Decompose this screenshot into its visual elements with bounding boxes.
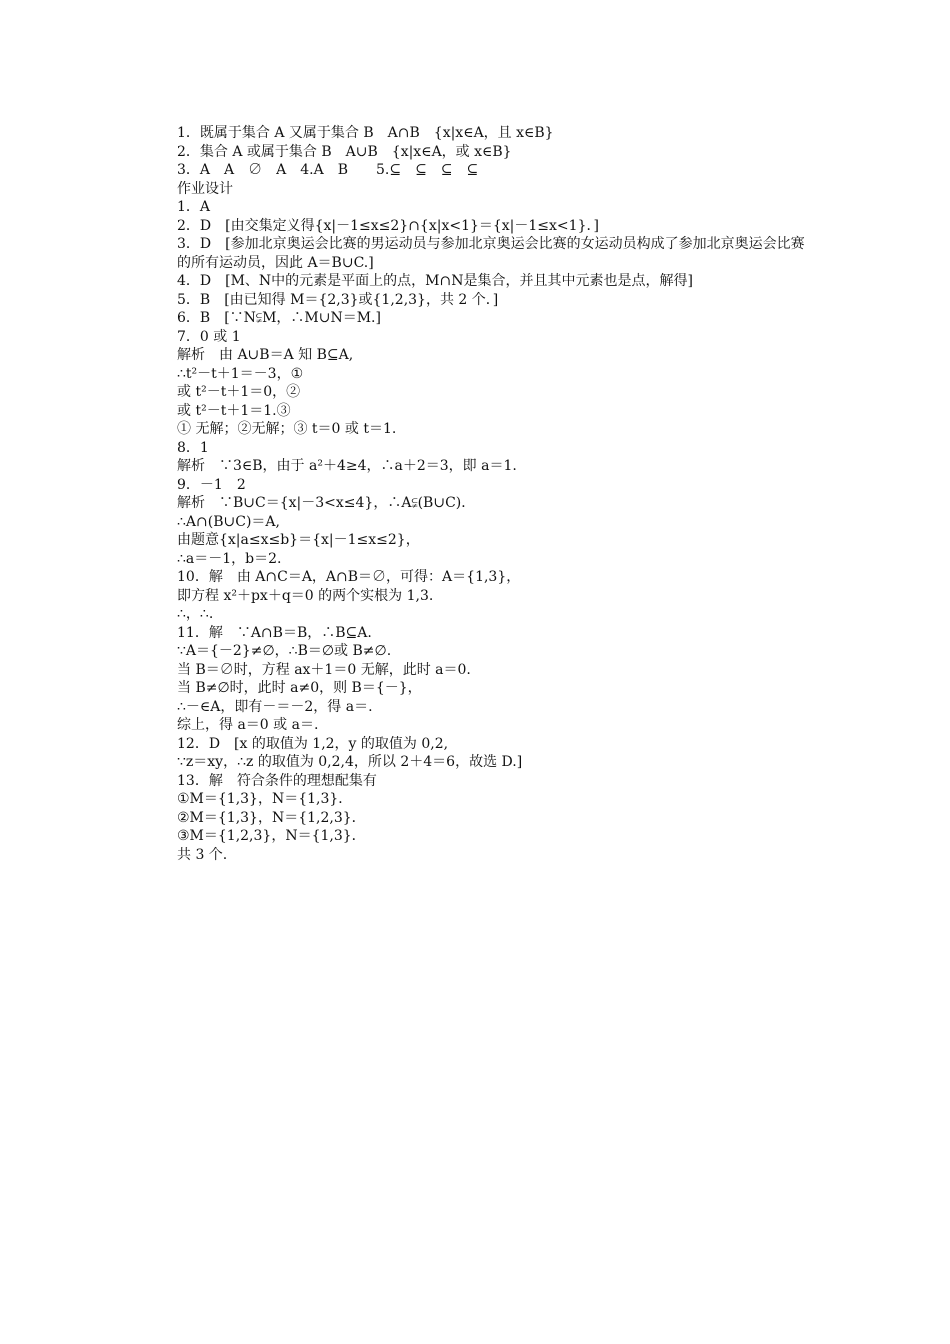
answer-line-20: ∴A∩(B∪C)＝A, xyxy=(177,513,280,530)
answer-line-11: 解析 由 A∪B＝A 知 B⊆A, xyxy=(177,347,354,363)
answer-line-24: 即方程 x²＋px＋q＝0 的两个实根为 1,3. xyxy=(177,587,434,604)
answer-line-16: 8．1 xyxy=(177,439,209,456)
answer-line-38: 共 3 个. xyxy=(177,846,228,863)
answer-line-31: 综上，得 a＝0 或 a＝. xyxy=(177,717,319,733)
answer-line-18: 9．－1 2 xyxy=(177,476,246,493)
answer-line-7: 4．D [M、N中的元素是平面上的点，M∩N是集合，并且其中元素也是点，解得] xyxy=(177,273,693,289)
answer-line-29: 当 B≠∅时，此时 a≠0，则 B＝{－}， xyxy=(177,680,422,696)
answer-line-14: 或 t²－t＋1＝1.③ xyxy=(177,402,291,419)
answer-line-26: 11．解 ∵A∩B＝B，∴B⊆A. xyxy=(177,624,372,641)
section-heading: 作业设计 xyxy=(177,180,233,197)
answer-line-2: 2．集合 A 或属于集合 B A∪B {x|x∈A，或 x∈B} xyxy=(177,143,512,160)
answer-line-34: 13．解 符合条件的理想配集有 xyxy=(177,772,377,789)
answer-line-15: ① 无解；②无解；③ t＝0 或 t＝1. xyxy=(177,421,397,437)
answer-line-12: ∴t²－t＋1＝－3，① xyxy=(177,365,304,382)
answer-line-8: 5．B [由已知得 M＝{2,3}或{1,2,3}，共 2 个．] xyxy=(177,291,499,308)
answer-line-25: ∴，∴. xyxy=(177,606,214,622)
answer-line-37: ③M＝{1,2,3}，N＝{1,3}． xyxy=(177,828,366,844)
answer-line-23: 10．解 由 A∩C＝A，A∩B＝∅，可得：A＝{1,3}， xyxy=(177,569,521,585)
answer-line-35: ①M＝{1,3}，N＝{1,3}． xyxy=(177,791,353,807)
answer-line-36: ②M＝{1,3}，N＝{1,2,3}． xyxy=(177,809,366,826)
answer-line-3: 3．A A ∅ A 4.A B 5.⊆ ⊆ ⊆ ⊆ xyxy=(177,162,479,178)
answer-line-22: ∴a＝－1，b＝2. xyxy=(177,550,282,567)
answer-line-5: 2．D [由交集定义得{x|－1≤x≤2}∩{x|x<1}＝{x|－1≤x<1}．] xyxy=(177,217,599,234)
answer-line-6: 3．D [参加北京奥运会比赛的男运动员与参加北京奥运会比赛的女运动员构成了参加北京奥运会比赛的所有运动员，因此 A＝B∪C.] xyxy=(177,236,805,271)
answer-line-28: 当 B＝∅时，方程 ax＋1＝0 无解，此时 a＝0. xyxy=(177,661,471,678)
answer-line-21: 由题意{x|a≤x≤b}＝{x|－1≤x≤2}， xyxy=(177,532,420,548)
answer-line-33: ∵z＝xy，∴z 的取值为 0,2,4，所以 2＋4＝6，故选 D.] xyxy=(177,754,523,770)
answer-line-4: 1．A xyxy=(177,199,211,215)
answer-line-32: 12．D [x 的取值为 1,2，y 的取值为 0,2, xyxy=(177,735,449,752)
answer-line-30: ∴－∈A，即有－＝－2，得 a＝. xyxy=(177,698,373,715)
answer-line-9: 6．B [∵N⫋M，∴M∪N＝M.] xyxy=(177,310,381,326)
answer-line-27: ∵A＝{－2}≠∅，∴B＝∅或 B≠∅. xyxy=(177,643,392,659)
answer-line-13: 或 t²－t＋1＝0，② xyxy=(177,384,301,400)
answer-line-17: 解析 ∵3∈B，由于 a²＋4≥4，∴a＋2＝3，即 a＝1. xyxy=(177,458,517,474)
answer-line-10: 7．0 或 1 xyxy=(177,328,241,345)
answer-text-block xyxy=(177,124,817,864)
answer-line-19: 解析 ∵B∪C＝{x|－3<x≤4}，∴A⫋(B∪C)． xyxy=(177,495,476,511)
answer-line-1: 1．既属于集合 A 又属于集合 B A∩B {x|x∈A，且 x∈B} xyxy=(177,125,554,141)
